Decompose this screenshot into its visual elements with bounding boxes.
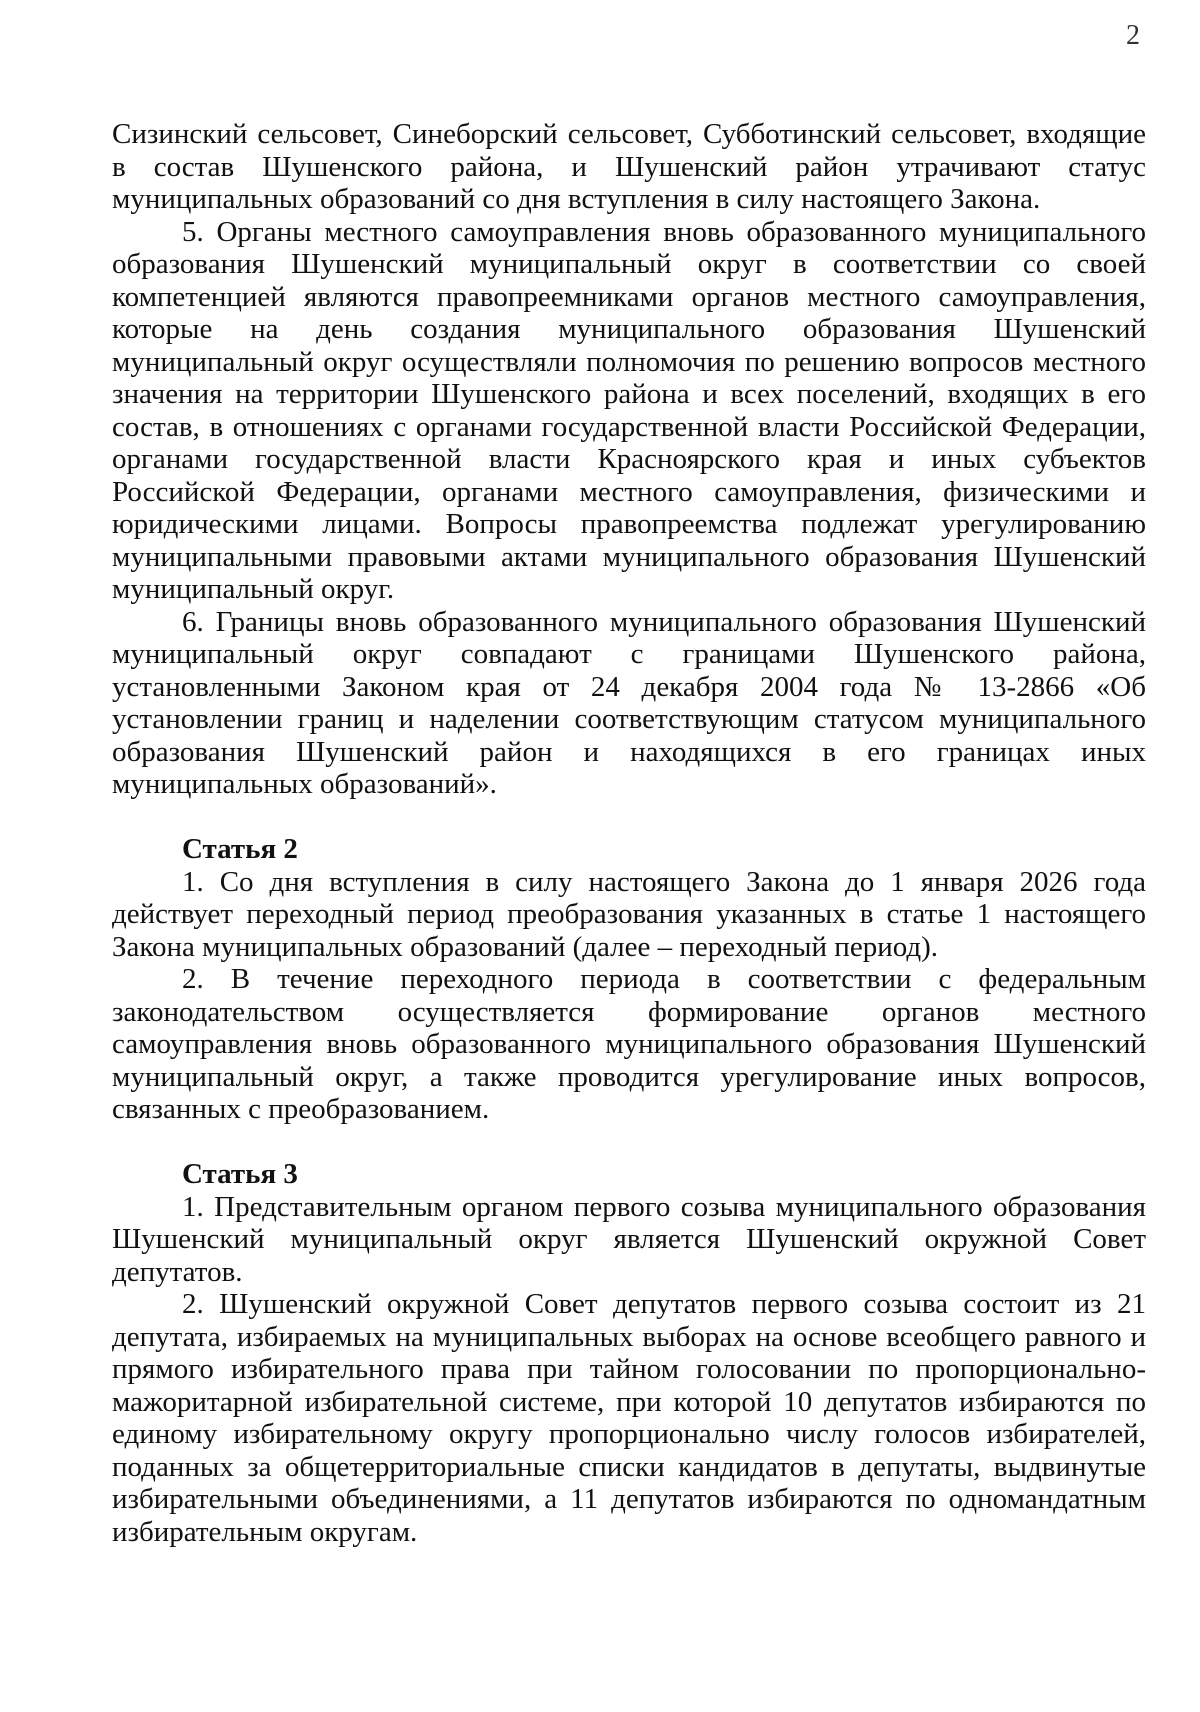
document-body (112, 118, 1146, 1548)
article2-item-2: 2. В течение переходного периода в соответствии с федеральным законодательством осуществляется формирование органов местного самоуправления вновь образованного муниципального образования Шушенский муниципальный округ, а также проводится урегулирование иных вопросов, связанных с преобразованием. (112, 963, 1146, 1125)
article1-item-6: 6. Границы вновь образованного муниципального образования Шушенский муниципальный округ совпадают с границами Шушенского района, установленными Законом края от 24 декабря 2004 года № 13-2866 «Об установлении границ и наделении соответствующим статусом муниципального образования Шушенский район и находящихся в его границах иных муниципальных образований». (112, 605, 1146, 800)
article1-item-5: 5. Органы местного самоуправления вновь образованного муниципального образования Шушенский муниципальный округ в соответствии со своей компетенцией являются правопреемниками органов местного самоуправления, которые на день создания муниципального образования Шушенский муниципальный округ осуществляли полномочия по решению вопросов местного значения на территории Шушенского района и всех поселений, входящих в его состав, в отношениях с органами государственной власти Российской Федерации, органами государственной власти Красноярского края и иных субъектов Российской Федерации, органами местного самоуправления, физическими и юридическими лицами. Вопросы правопреемства подлежат урегулированию муниципальными правовыми актами муниципального образования Шушенский муниципальный округ. (112, 215, 1146, 605)
intro-paragraph: Сизинский сельсовет, Синеборский сельсовет, Субботинский сельсовет, входящие в состав Шушенского района, и Шушенский район утрачивают статус муниципальных образований со дня вступления в силу настоящего Закона. (112, 118, 1146, 215)
article3-title: Статья 3 (182, 1158, 298, 1190)
page-number: 2 (1126, 20, 1140, 51)
article2-item-1: 1. Со дня вступления в силу настоящего Закона до 1 января 2026 года действует переходный период преобразования указанных в статье 1 настоящего Закона муниципальных образований (далее – переходный период). (112, 865, 1146, 963)
article3-item-1: 1. Представительным органом первого созыва муниципального образования Шушенский муниципальный округ является Шушенский окружной Совет депутатов. (112, 1190, 1146, 1288)
article2-title: Статья 2 (182, 833, 298, 865)
article3-item-2: 2. Шушенский окружной Совет депутатов первого созыва состоит из 21 депутата, избираемых на муниципальных выборах на основе всеобщего равного и прямого избирательного права при тайном голосовании по пропорционально-мажоритарной избирательной системе, при которой 10 депутатов избираются по единому избирательному округу пропорционально числу голосов избирателей, поданных за общетерриториальные списки кандидатов в депутаты, выдвинутые избирательными объединениями, а 11 депутатов избираются по одномандатным избирательным округам. (112, 1288, 1146, 1548)
